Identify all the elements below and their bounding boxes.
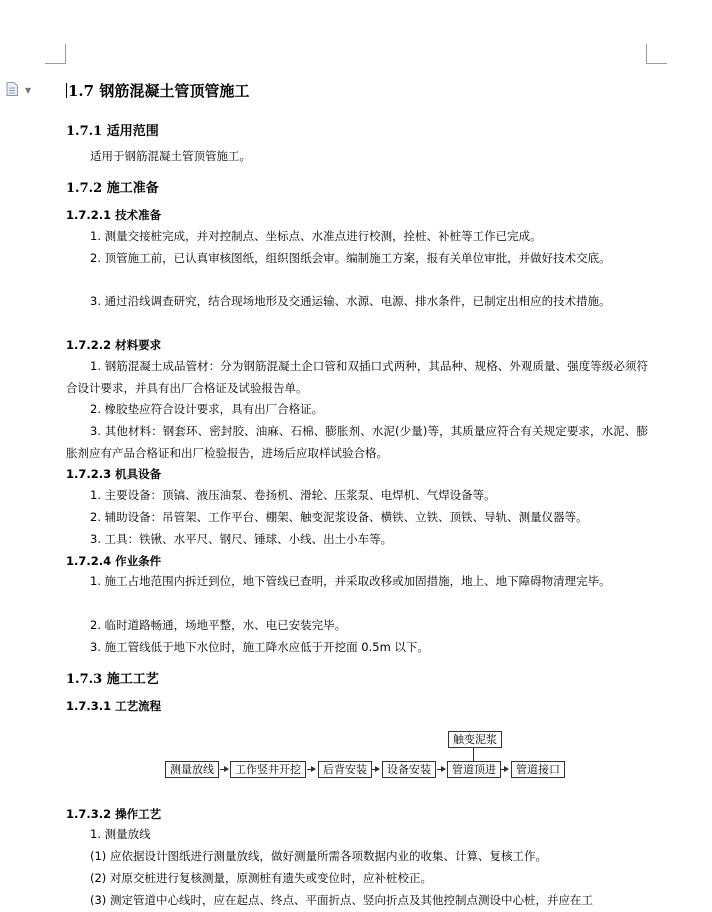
heading-1-7-3-1: 1.7.3.1 工艺流程 [66,699,162,713]
flow-box-thixotropic-slurry: 触变泥浆 [448,731,502,748]
flow-arrow [220,769,228,770]
paragraph: 2. 橡胶垫应符合设计要求，具有出厂合格证。 [90,402,324,416]
heading-1-7-2-4: 1.7.2.4 作业条件 [66,554,162,568]
flow-arrow [500,769,508,770]
crop-mark-tl-v [65,44,66,64]
paragraph: 1. 钢筋混凝土成品管材：分为钢筋混凝土企口管和双插口式两种，其品种、规格、外观质量、强度等级必须符合设计要求，并具有出厂合格证及试验报告单。 [66,359,648,395]
dropdown-caret-icon[interactable]: ▼ [25,86,32,95]
paragraph: 3. 工具：铁锹、水平尺、钢尺、锤球、小线、出土小车等。 [90,532,393,546]
heading-1-7: 1.7 钢筋混凝土管顶管施工 [68,82,250,100]
heading-1-7-3: 1.7.3 施工工艺 [66,672,159,687]
heading-1-7-3-2: 1.7.3.2 操作工艺 [66,807,162,821]
paragraph: (3) 测定管道中心线时，应在起点、终点、平面折点、竖向折点及其他控制点测设中心桩，并应在工 [90,893,593,907]
flow-step-equipment-install: 设备安装 [382,761,436,778]
paragraph: 1. 测量交接桩完成，并对控制点、坐标点、水准点进行校测，拴桩、补桩等工作已完成。 [90,229,542,243]
paragraph: 1. 测量放线 [90,827,151,841]
paragraph: (1) 应依据设计图纸进行测量放线，做好测量所需各项数据内业的收集、计算、复核工作。 [90,849,547,863]
paragraph: 2. 顶管施工前，已认真审核图纸，组织图纸会审。编制施工方案，报有关单位审批，并做好技术交底。 [90,251,611,265]
paragraph: 1. 主要设备：顶镐、液压油泵、卷扬机、滑轮、压浆泵、电焊机、气焊设备等。 [90,488,496,502]
heading-1-7-1: 1.7.1 适用范围 [66,124,159,139]
document-icon[interactable] [6,82,18,96]
heading-1-7-2-2: 1.7.2.2 材料要求 [66,338,162,352]
paragraph: 3. 施工管线低于地下水位时，施工降水应低于开挖面 0.5m 以下。 [90,640,429,654]
paragraph-scope: 适用于钢筋混凝土管顶管施工。 [90,149,251,163]
flow-arrow [307,769,315,770]
flow-step-pipe-jacking: 管道顶进 [447,761,501,778]
crop-mark-tr-h [646,63,667,64]
text-cursor [66,83,67,98]
heading-1-7-2-1: 1.7.2.1 技术准备 [66,208,162,222]
flow-arrow [371,769,379,770]
flow-step-survey: 测量放线 [165,761,219,778]
paragraph: 3. 其他材料：钢套环、密封胶、油麻、石棉、膨胀剂、水泥(少量)等，其质量应符合有关规定要求，水泥、膨胀剂应有产品合格证和出厂检验报告，进场后应取样试验合格。 [66,424,648,460]
flow-step-pipe-joint: 管道接口 [511,761,565,778]
paragraph: 2. 临时道路畅通，场地平整，水、电已安装完毕。 [90,618,347,632]
paragraph: 3. 通过沿线调查研究，结合现场地形及交通运输、水源、电源、排水条件，已制定出相应的技术措施。 [90,294,611,308]
flow-arrow [437,769,445,770]
flow-step-shaft-excavation: 工作竖井开挖 [230,761,306,778]
crop-mark-tr-v [646,44,647,64]
paragraph: 1. 施工占地范围内拆迁到位，地下管线已查明，并采取改移或加固措施，地上、地下障碍物清理完毕。 [90,574,611,588]
paragraph: 2. 辅助设备：吊管架、工作平台、棚架、触变泥浆设备、横铁、立铁、顶铁、导轨、测量仪器等。 [90,510,588,524]
flow-connector-vertical [473,748,474,761]
flow-step-backing-install: 后背安装 [318,761,372,778]
heading-1-7-2: 1.7.2 施工准备 [66,181,159,196]
paragraph: (2) 对原交桩进行复核测量，原测桩有遗失或变位时，应补桩校正。 [90,871,432,885]
crop-mark-tl-h [45,63,66,64]
heading-1-7-2-3: 1.7.2.3 机具设备 [66,467,162,481]
